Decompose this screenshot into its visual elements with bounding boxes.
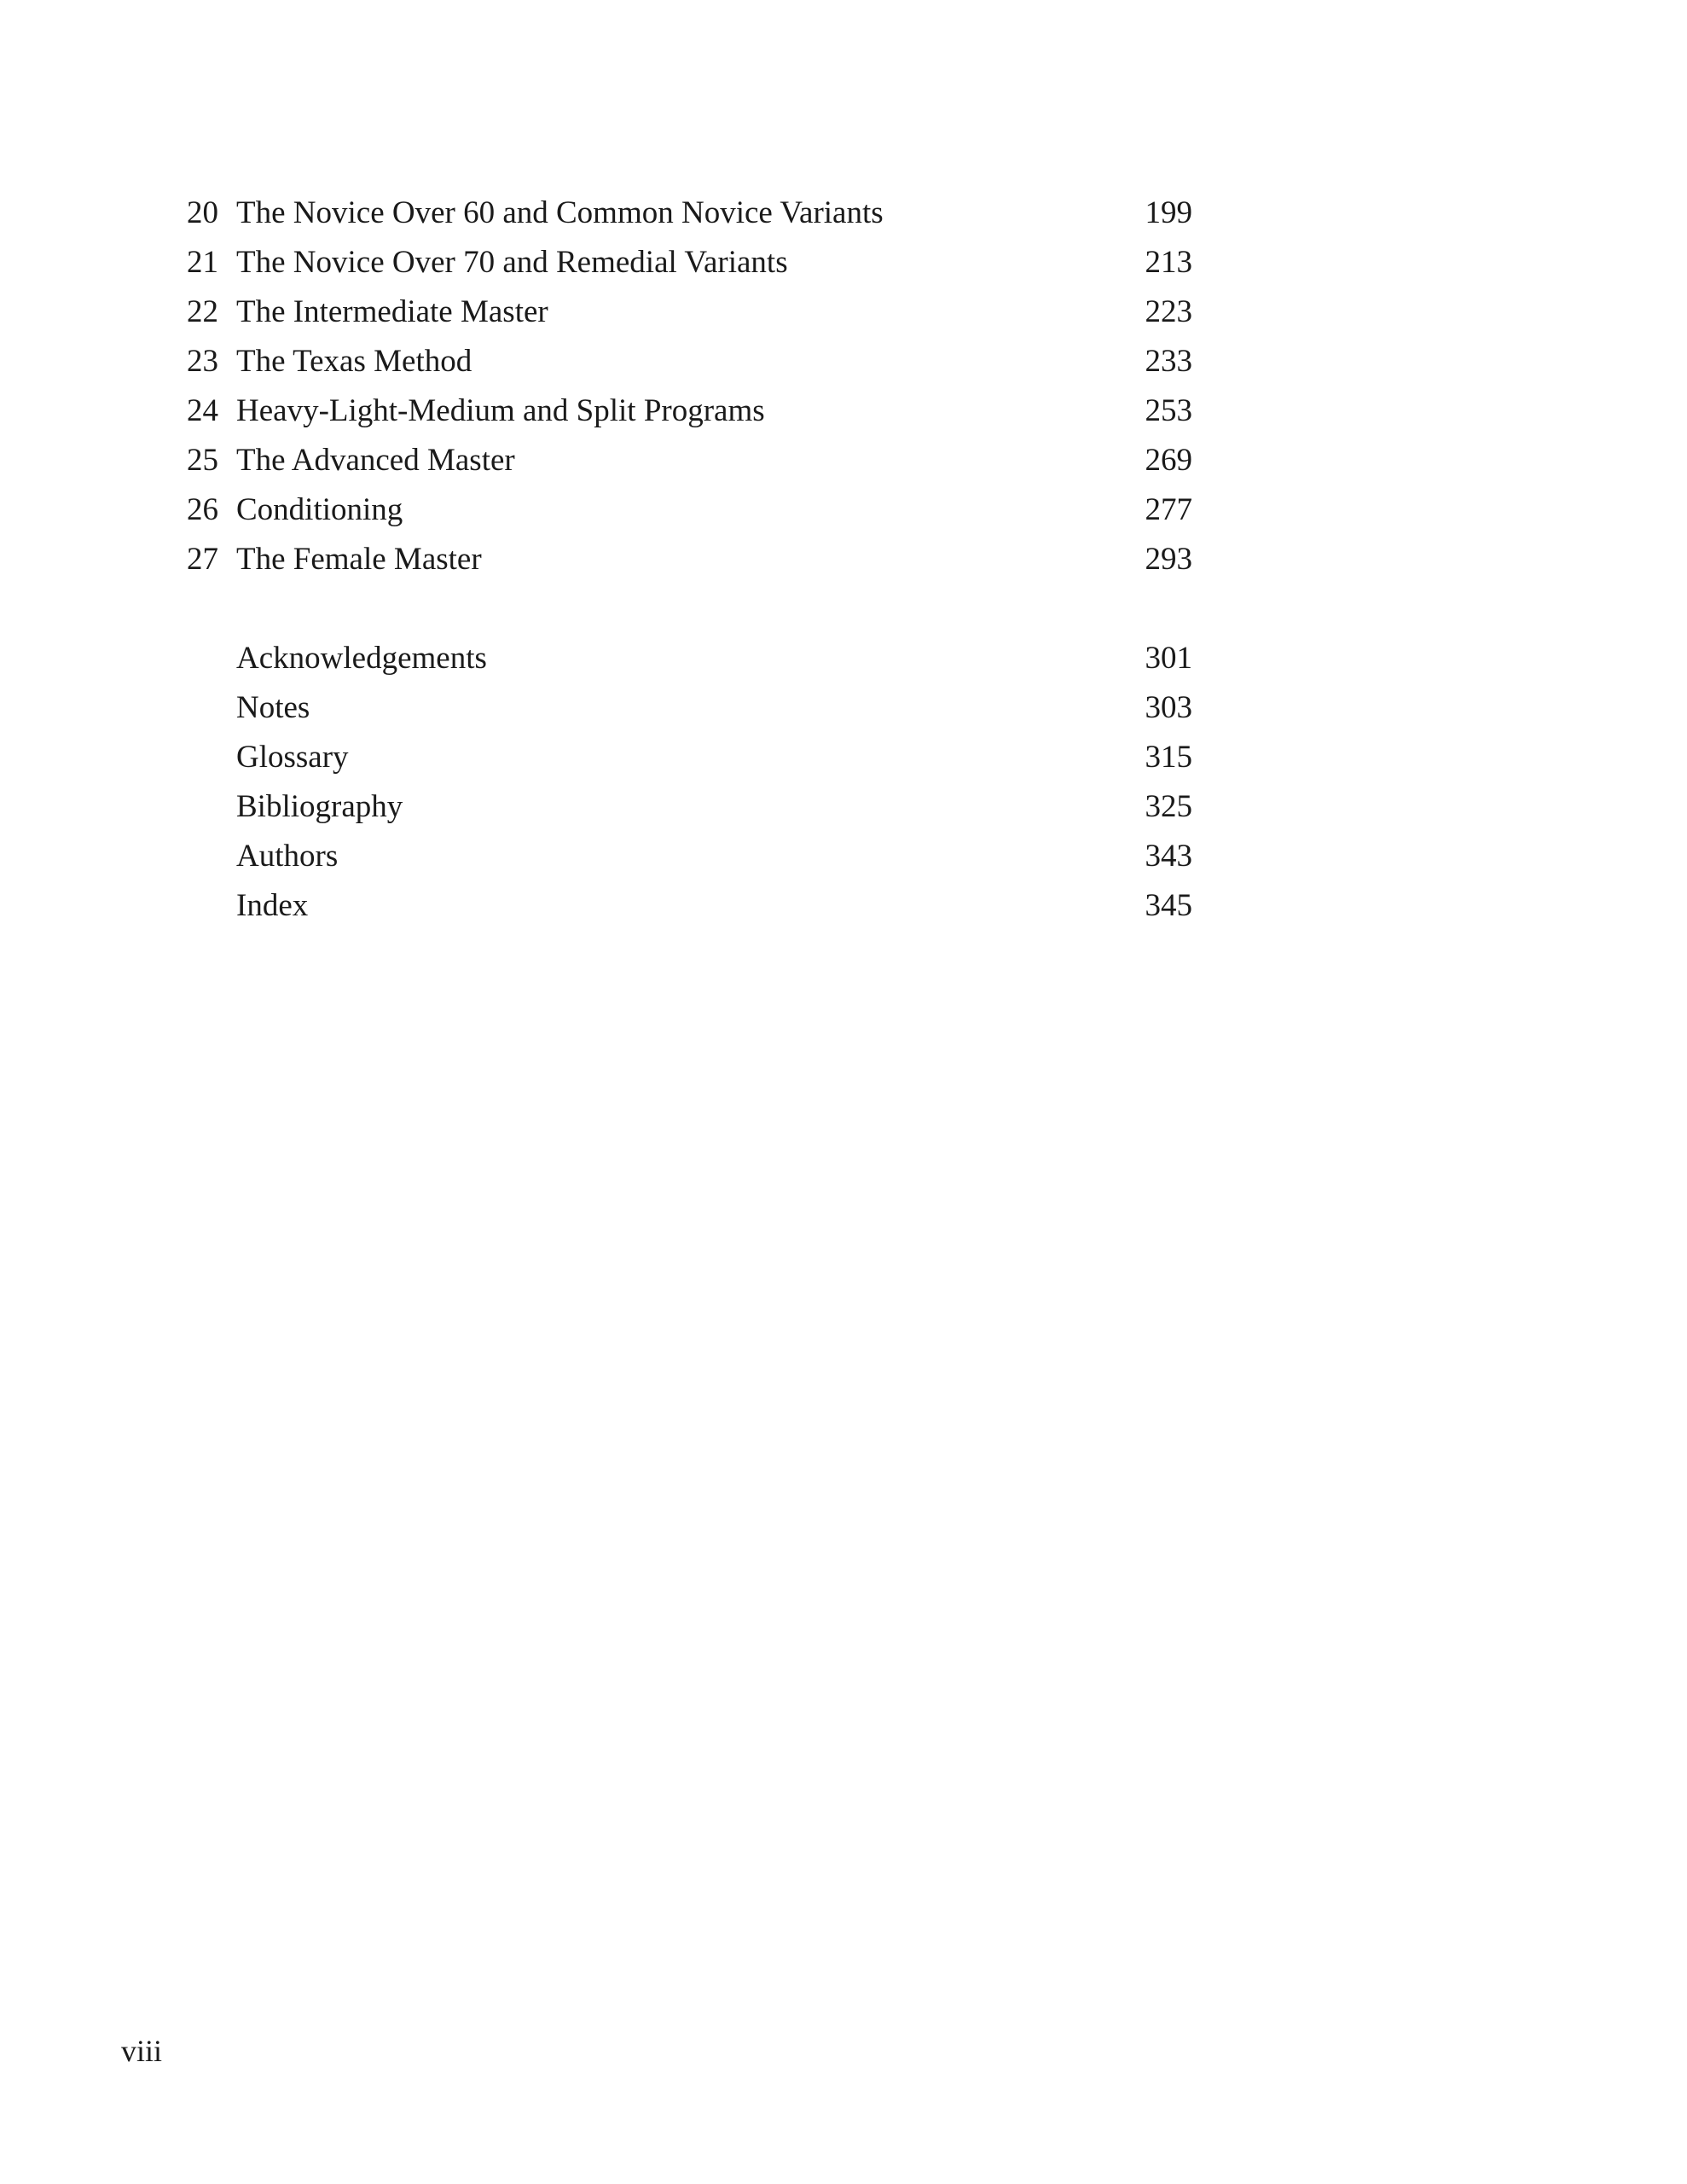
chapter-title: The Novice Over 70 and Remedial Variants bbox=[236, 245, 788, 280]
backmatter-title: Acknowledgements bbox=[236, 641, 487, 676]
chapter-number: 26 bbox=[187, 492, 218, 527]
chapter-title: The Female Master bbox=[236, 542, 482, 577]
toc-backmatter-row[interactable] bbox=[177, 881, 1192, 931]
page-number: 269 bbox=[1145, 443, 1192, 478]
page-number: 303 bbox=[1145, 690, 1192, 725]
page-number: 199 bbox=[1145, 195, 1192, 230]
page-number: 325 bbox=[1145, 789, 1192, 824]
chapter-number: 27 bbox=[187, 542, 218, 577]
page-number: 277 bbox=[1145, 492, 1192, 527]
page-number: 213 bbox=[1145, 245, 1192, 280]
chapter-number: 23 bbox=[187, 344, 218, 379]
chapter-number: 22 bbox=[187, 294, 218, 329]
chapter-number: 20 bbox=[187, 195, 218, 230]
chapter-title: Conditioning bbox=[236, 492, 403, 527]
page-folio: viii bbox=[121, 2034, 163, 2068]
backmatter-title: Glossary bbox=[236, 740, 349, 775]
chapter-title: The Novice Over 60 and Common Novice Variants bbox=[236, 195, 884, 230]
backmatter-title: Bibliography bbox=[236, 789, 403, 824]
page-number: 345 bbox=[1145, 888, 1192, 923]
backmatter-title: Index bbox=[236, 888, 309, 923]
page-number: 253 bbox=[1145, 393, 1192, 428]
toc-backmatter-row[interactable] bbox=[177, 782, 1192, 832]
section-spacer bbox=[177, 584, 1192, 634]
toc-chapter-row[interactable] bbox=[177, 535, 1192, 584]
page-number: 343 bbox=[1145, 839, 1192, 874]
toc-chapter-row[interactable] bbox=[177, 238, 1192, 288]
backmatter-title: Authors bbox=[236, 839, 339, 874]
page-number: 223 bbox=[1145, 294, 1192, 329]
page-number: 315 bbox=[1145, 740, 1192, 775]
chapter-title: The Intermediate Master bbox=[236, 294, 548, 329]
page-number: 233 bbox=[1145, 344, 1192, 379]
chapter-number: 21 bbox=[187, 245, 218, 280]
toc-backmatter-row[interactable] bbox=[177, 733, 1192, 782]
toc-chapter-row[interactable] bbox=[177, 337, 1192, 386]
backmatter-title: Notes bbox=[236, 690, 310, 725]
table-of-contents bbox=[177, 189, 1192, 931]
page-number: 293 bbox=[1145, 542, 1192, 577]
toc-chapter-row[interactable] bbox=[177, 386, 1192, 436]
toc-chapter-row[interactable] bbox=[177, 485, 1192, 535]
toc-chapter-row[interactable] bbox=[177, 189, 1192, 238]
toc-chapter-row[interactable] bbox=[177, 436, 1192, 485]
toc-backmatter-row[interactable] bbox=[177, 683, 1192, 733]
chapter-number: 25 bbox=[187, 443, 218, 478]
chapter-title: The Advanced Master bbox=[236, 443, 515, 478]
chapter-title: Heavy-Light-Medium and Split Programs bbox=[236, 393, 765, 428]
page-number: 301 bbox=[1145, 641, 1192, 676]
toc-backmatter-row[interactable] bbox=[177, 832, 1192, 881]
chapter-title: The Texas Method bbox=[236, 344, 472, 379]
toc-chapter-row[interactable] bbox=[177, 288, 1192, 337]
chapter-number: 24 bbox=[187, 393, 218, 428]
toc-backmatter-row[interactable] bbox=[177, 634, 1192, 683]
